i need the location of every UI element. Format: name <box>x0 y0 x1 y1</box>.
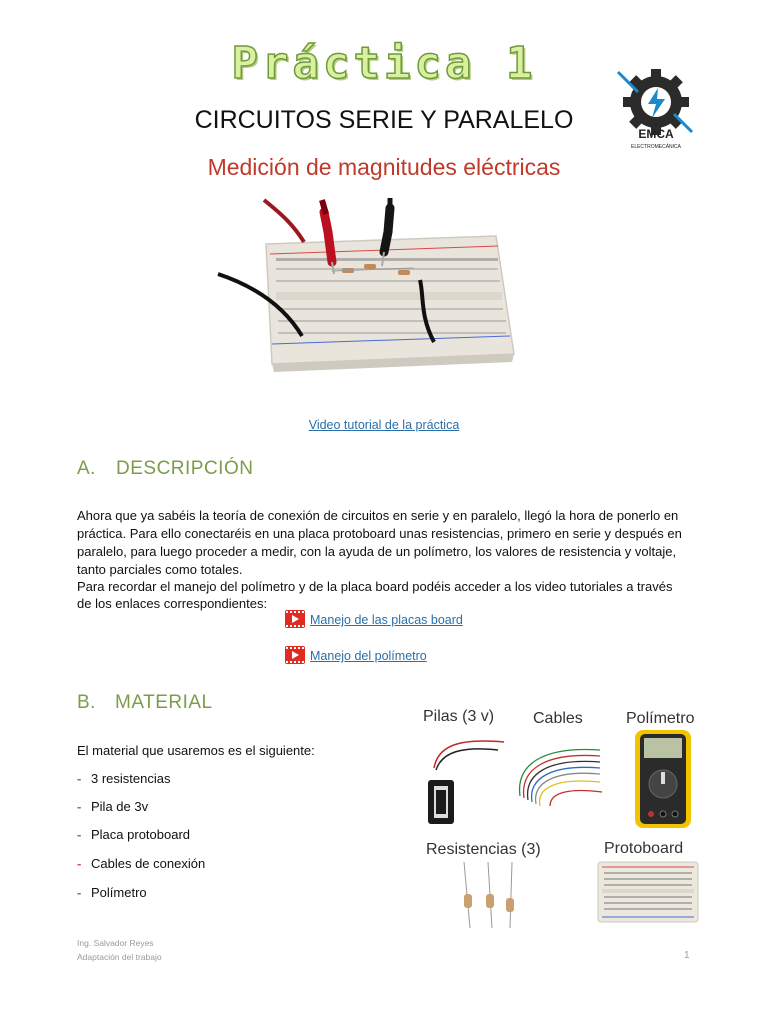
breadboard-photo <box>214 196 524 386</box>
footer-note: Adaptación del trabajo <box>77 952 162 962</box>
description-paragraph-links: Para recordar el manejo del polímetro y de la placa board podéis acceder a los video tutoriales a través de los enlaces correspondientes: <box>77 579 673 611</box>
list-item <box>77 799 148 814</box>
cables-image <box>510 736 606 808</box>
logo-subtext: ELECTROMECÁNICA <box>630 144 682 150</box>
link-polimetro[interactable]: Manejo del polímetro <box>310 649 427 663</box>
list-item <box>77 771 170 786</box>
link-placas-board[interactable]: Manejo de las placas board <box>310 613 463 627</box>
battery-image <box>418 728 508 828</box>
page-title: Práctica 1 <box>231 38 537 89</box>
multimeter-image <box>633 728 693 830</box>
section-b-letter: B. <box>77 692 96 713</box>
image-label-cables: Cables <box>533 710 583 727</box>
section-a-letter: A. <box>77 458 96 479</box>
image-label-pilas: Pilas (3 v) <box>423 708 495 725</box>
image-label-resistencias: Resistencias (3) <box>426 841 541 858</box>
footer-author: Ing. Salvador Reyes <box>77 938 154 948</box>
page-number: 1 <box>684 950 690 961</box>
list-bullet: - <box>77 885 82 900</box>
logo-text: EMCA <box>638 127 674 141</box>
description-paragraph: Ahora que ya sabéis la teoría de conexión de circuitos en serie y en paralelo, llegó la hora de ponerlo en práctica. Para ello conectaréis en una placa protoboard unas resistencias, primero en serie y después en paralelo, para luego proceder a medir, con la ayuda de un polímetro, los valores de resistencia y voltaje, tanto parciales como totales. <box>77 508 682 577</box>
list-item-label: Pila de 3v <box>91 799 149 814</box>
list-item <box>77 885 147 900</box>
list-bullet: - <box>77 856 82 871</box>
video-icon[interactable] <box>285 610 305 628</box>
protoboard-image <box>596 858 700 926</box>
image-label-protoboard: Protoboard <box>604 840 684 857</box>
list-bullet: - <box>77 799 82 814</box>
video-tutorial-link[interactable]: Video tutorial de la práctica <box>308 418 460 432</box>
list-item <box>77 856 205 871</box>
page-subtitle: CIRCUITOS SERIE Y PARALELO <box>194 106 574 134</box>
section-a-heading: DESCRIPCIÓN <box>116 458 254 479</box>
emca-logo <box>616 66 696 152</box>
resistors-image <box>450 860 530 930</box>
page-topic: Medición de magnitudes eléctricas <box>207 154 561 180</box>
list-item-label: Polímetro <box>91 885 147 900</box>
list-item-label: Cables de conexión <box>91 856 206 871</box>
list-item-label: Placa protoboard <box>91 827 191 842</box>
image-label-polimetro: Polímetro <box>626 710 695 727</box>
list-item <box>77 827 190 842</box>
video-icon[interactable] <box>285 646 305 664</box>
list-item-label: 3 resistencias <box>91 771 171 786</box>
section-b-heading: MATERIAL <box>115 692 213 713</box>
material-intro: El material que usaremos es el siguiente: <box>77 743 315 758</box>
list-bullet: - <box>77 827 82 842</box>
list-bullet: - <box>77 771 82 786</box>
